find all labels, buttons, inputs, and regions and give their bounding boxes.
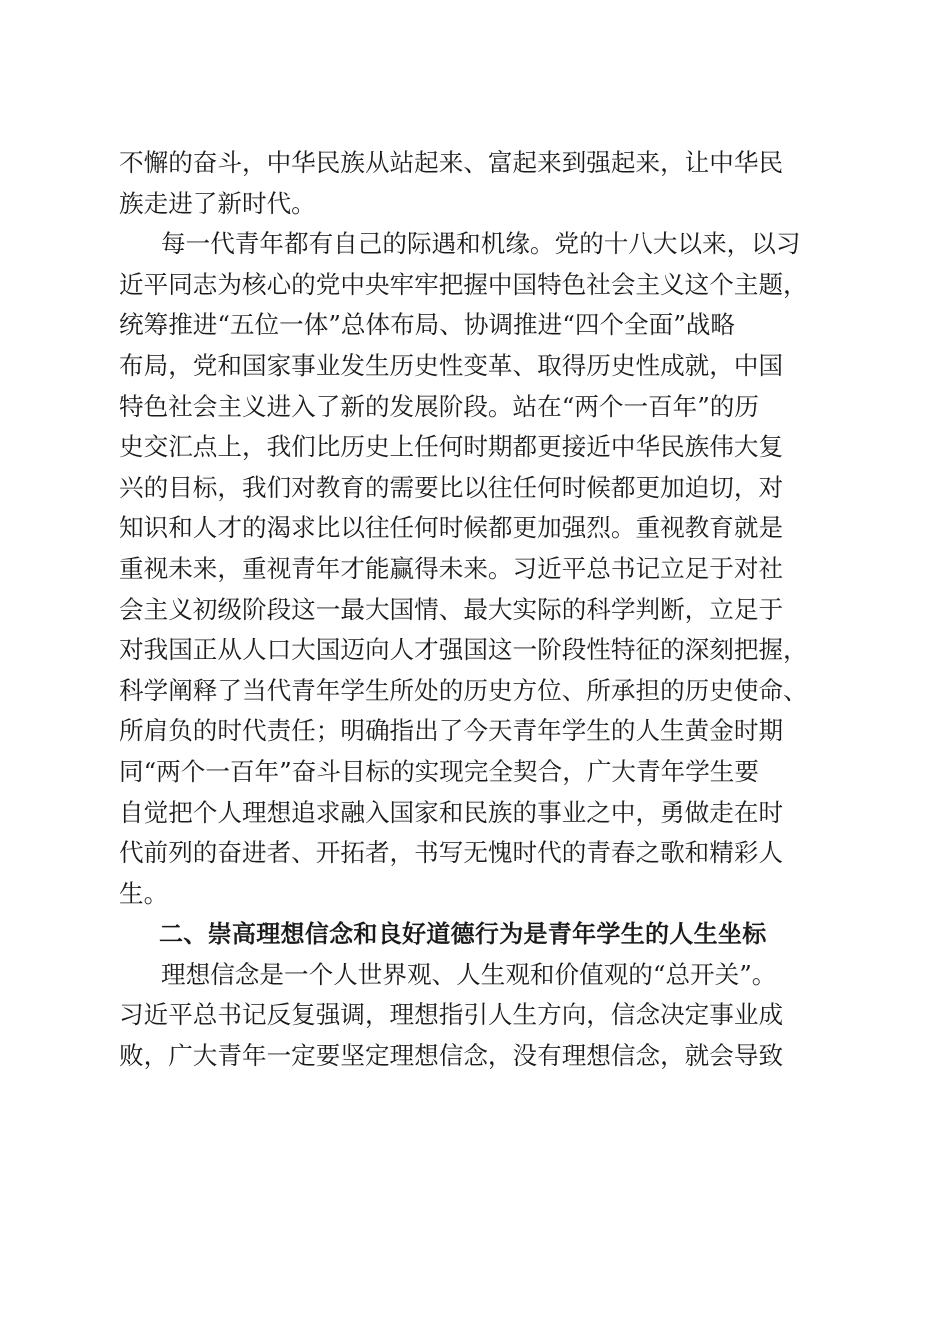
text-line: 会主义初级阶段这一最大国情、最大实际的科学判断，立足于 xyxy=(119,594,784,624)
text-line: 近平同志为核心的党中央牢牢把握中国特色社会主义这个主题， xyxy=(119,269,808,299)
text-line: 生。 xyxy=(119,878,169,908)
text-line: 不懈的奋斗，中华民族从站起来、富起来到强起来，让中华民 xyxy=(119,148,784,177)
text-line: 知识和人才的渴求比以往任何时候都更加强烈。重视教育就是 xyxy=(119,513,784,543)
text-line: 史交汇点上，我们比历史上任何时期都更接近中华民族伟大复 xyxy=(119,432,784,462)
text-line: 代前列的奋进者、开拓者，书写无愧时代的青春之歌和精彩人 xyxy=(119,838,784,868)
text-line: 布局，党和国家事业发生历史性变革、取得历史性成就，中国 xyxy=(119,350,784,380)
text-line: 科学阐释了当代青年学生所处的历史方位、所承担的历史使命、 xyxy=(119,675,808,705)
body-text xyxy=(119,143,831,1077)
text-line: 所肩负的时代责任；明确指出了今天青年学生的人生黄金时期 xyxy=(119,716,784,746)
text-line: 习近平总书记反复强调，理想指引人生方向，信念决定事业成 xyxy=(119,1000,784,1030)
text-line: 自觉把个人理想追求融入国家和民族的事业之中，勇做走在时 xyxy=(119,797,784,827)
text-line: 特色社会主义进入了新的发展阶段。站在“两个一百年”的历 xyxy=(119,391,759,421)
text-line: 败，广大青年一定要坚定理想信念，没有理想信念，就会导致 xyxy=(119,1041,784,1071)
text-line: 理想信念是一个人世界观、人生观和价值观的“总开关”。 xyxy=(161,959,777,989)
text-line: 族走进了新时代。 xyxy=(119,188,316,218)
text-line: 对我国正从人口大国迈向人才强国这一阶段性特征的深刻把握， xyxy=(119,635,808,665)
text-line: 每一代青年都有自己的际遇和机缘。党的十八大以来，以习 xyxy=(161,229,801,259)
text-line: 重视未来，重视青年才能赢得未来。习近平总书记立足于对社 xyxy=(119,553,784,583)
text-line: 同“两个一百年”奋斗目标的实现完全契合，广大青年学生要 xyxy=(119,756,759,786)
section-heading: 二、崇高理想信念和良好道德行为是青年学生的人生坐标 xyxy=(159,920,767,949)
text-line: 统筹推进“五位一体”总体布局、协调推进“四个全面”战略 xyxy=(119,310,735,340)
text-line: 兴的目标，我们对教育的需要比以往任何时候都更加迫切，对 xyxy=(119,472,784,502)
